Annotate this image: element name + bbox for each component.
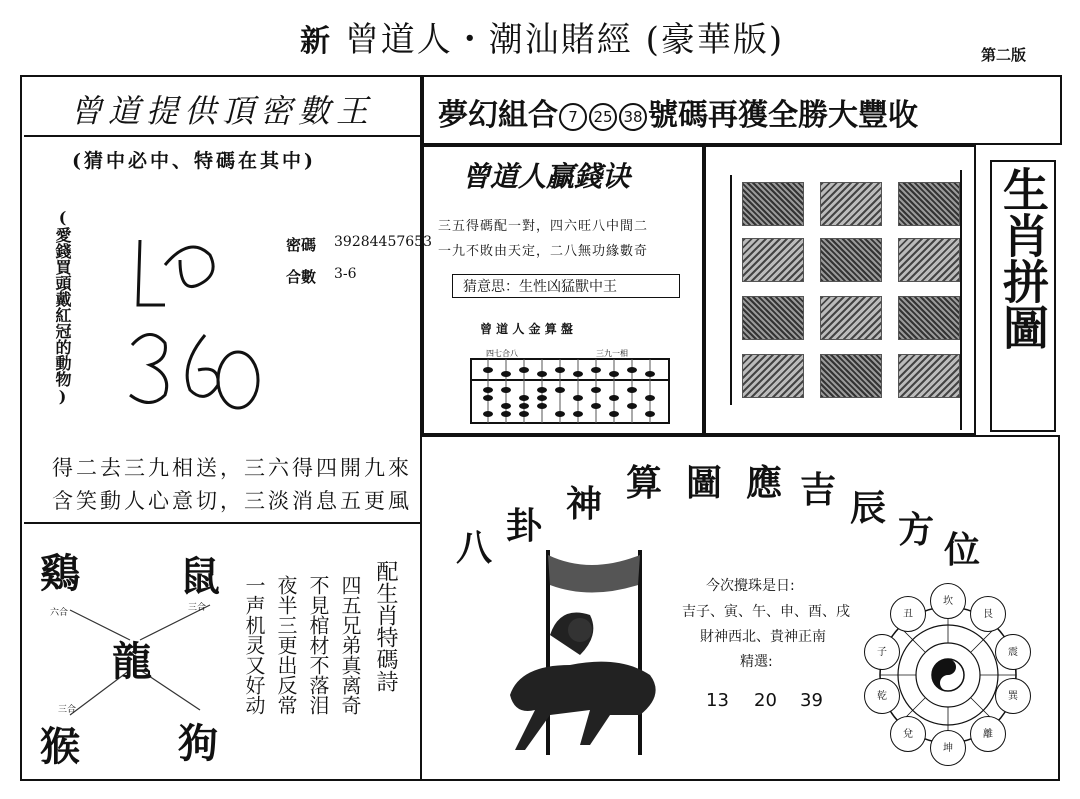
bagua-petal: 丑 [890, 596, 926, 632]
lucky-number: 20 [754, 690, 777, 711]
bagua-petal: 巽 [995, 678, 1031, 714]
new-label: 新 [300, 24, 332, 59]
puzzle-tile [820, 354, 882, 398]
banner-prefix: 夢幻組合 [438, 98, 558, 133]
puzzle-tile [820, 238, 882, 282]
label-liuhe: 六合 [50, 608, 69, 618]
abacus-image [470, 358, 670, 424]
bagua-wealth: 財神西北、貴神正南 [700, 629, 826, 645]
label-sanhe: 三合 [58, 705, 77, 715]
divider [24, 522, 420, 524]
zodiac-dog: 狗 [178, 720, 218, 767]
ball-3: 38 [619, 103, 647, 131]
bagua-title-char: 圖 [686, 462, 723, 504]
warrior-horse-image [490, 545, 670, 770]
puzzle-tile [898, 182, 960, 226]
bagua-petal: 子 [864, 634, 900, 670]
divider [24, 135, 420, 137]
code-label: 密碼 [286, 236, 317, 254]
puzzle-tile [820, 182, 882, 226]
page-header [300, 12, 784, 61]
puzzle-tile [742, 238, 804, 282]
page-title: 曾道人・潮汕賭經 (豪華版) [344, 20, 785, 60]
bagua-times: 吉子、寅、午、申、酉、戌 [682, 604, 850, 620]
puzzle-tile [898, 354, 960, 398]
bagua-title-char: 吉 [800, 469, 837, 511]
ball-1: 7 [559, 103, 587, 131]
bagua-title-char: 位 [944, 529, 981, 571]
vertical-hint: (愛錢買頭戴紅冠的動物) [53, 208, 72, 406]
sum-label: 合數 [286, 268, 317, 286]
bagua-title-char: 方 [898, 509, 935, 551]
bagua-today: 今次攪珠是日: [706, 578, 795, 594]
zodiac-monkey: 猴 [40, 723, 80, 770]
bagua-petal: 震 [995, 634, 1031, 670]
zodiac-rat: 鼠 [180, 553, 220, 600]
zodiac-rooster: 鷄 [40, 550, 80, 597]
bagua-title-char: 神 [566, 483, 603, 525]
mid-line-2: 一九不敗由天定，二八無功緣數奇 [438, 244, 649, 259]
sum-value: 3-6 [334, 266, 357, 282]
puzzle-tile [898, 238, 960, 282]
poem-line-2: 含笑動人心意切，三淡消息五更風 [52, 489, 412, 513]
puzzle-tile [742, 354, 804, 398]
puzzle-tile [742, 296, 804, 340]
abacus-right: 三九一相 [596, 349, 628, 358]
bagua-title-char: 辰 [850, 487, 887, 529]
zodiac-dragon: 龍 [112, 638, 152, 685]
bagua-select: 精選: [740, 654, 773, 670]
edition-label: 第二版 [980, 46, 1026, 64]
bagua-petal: 兌 [890, 716, 926, 752]
bagua-title-char: 算 [626, 462, 663, 504]
poem-col-title: 配生肖特碼詩 [373, 560, 398, 692]
abacus-title: 曾 道 人 金 算 盤 [480, 322, 573, 336]
bagua-title-char: 應 [746, 462, 783, 504]
bagua-petal: 離 [970, 716, 1006, 752]
divider [960, 170, 962, 430]
label-sanhe: 三合 [188, 603, 207, 613]
code-value: 39284457653 [334, 234, 432, 250]
guess-box: 猜意思：生性凶猛獸中王 [452, 274, 680, 298]
bagua-petal: 艮 [970, 596, 1006, 632]
puzzle-tile [742, 182, 804, 226]
ball-2: 25 [589, 103, 617, 131]
bagua-title-char: 卦 [506, 505, 543, 547]
lucky-number: 39 [800, 690, 823, 711]
handwritten-numbers-image [110, 225, 280, 420]
poem-col: 一声机灵又好动 [242, 575, 266, 715]
bagua-title-char: 八 [456, 527, 493, 569]
puzzle-vertical-title: 生肖拼圖 [996, 166, 1050, 350]
poem-col: 不見棺材不落泪 [306, 575, 330, 715]
abacus-left: 四七合八 [486, 349, 518, 358]
bagua-petal: 坤 [930, 730, 966, 766]
poem-line-1: 得二去三九相送，三六得四開九來 [52, 456, 412, 480]
bagua-petal: 乾 [864, 678, 900, 714]
mid-line-1: 三五得碼配一對，四六旺八中間二 [438, 219, 649, 234]
right-banner [438, 90, 918, 134]
mid-title: 曾道人贏錢诀 [462, 160, 631, 193]
poem-col: 夜半三更出反常 [274, 575, 298, 715]
bagua-petal: 坎 [930, 583, 966, 619]
divider [730, 175, 732, 405]
poem-col: 四五兄弟真离奇 [338, 575, 362, 715]
lucky-number: 13 [706, 690, 729, 711]
banner-suffix: 號碼再獲全勝大豐收 [648, 98, 918, 133]
puzzle-tile [820, 296, 882, 340]
left-subtitle: (猜中必中、特碼在其中) [72, 150, 316, 172]
left-banner: 曾道提供頂密數王 [70, 92, 375, 130]
puzzle-tile [898, 296, 960, 340]
